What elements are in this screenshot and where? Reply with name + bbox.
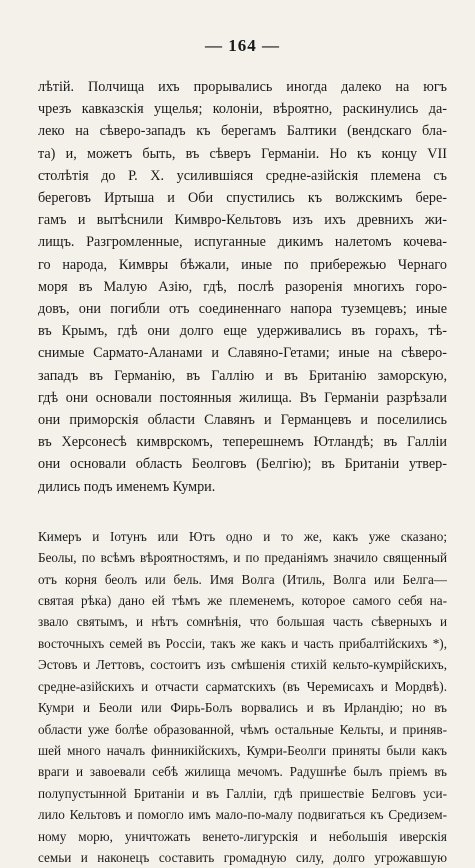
text-line: дились подъ именемъ Кумри. [38,478,216,495]
text-line: въ Херсонесѣ кимврскомъ, теперешнемъ Ютландѣ; въ Галліи [38,434,447,451]
text-line: лищъ. Разгромленные, испуганные дикимъ налетомъ кочева- [38,234,447,251]
text-line: столѣтія до Р. Х. усилившіяся средне-азійскія племена съ [38,167,447,184]
text-line: западъ въ Германію, въ Галлію и въ Британію заморскую, [38,367,447,384]
footnote-text-block [38,526,447,868]
text-line: гамъ и вытѣснили Кимвро-Кельтовъ изъ ихъ древнихъ жи- [38,212,447,229]
text-line: довъ, они погибли отъ соединеннаго напора туземцевъ; иные [38,301,447,318]
text-line: леко на сѣверо-западъ къ берегамъ Балтики (вендскаго бла- [38,123,447,140]
footnote-line: области уже болѣе образованной, чѣмъ остальные Кельты, и приняв- [38,721,447,737]
footnote-line: Кимеръ и Іотунъ или Ютъ одно и то же, какъ уже сказано; [38,528,447,544]
footnote-line: святая рѣка) дано ей тѣмъ же племенемъ, которое самого себя на- [38,593,447,609]
footnote-line: Эстовъ и Леттовъ, состоитъ изъ смѣшенія стихій кельто-кумрійскихъ, [38,657,447,673]
text-line: береговъ Иртыша и Оби спустились къ волжскимъ бере- [38,190,447,207]
footnote-line: шей много началъ финникійскихъ, Кумри-Беолги приняты были какъ [38,742,447,758]
footnote-line: отъ корня беолъ или бель. Имя Волга (Итиль, Волга или Белга— [38,571,447,587]
text-line: они приморскія области Славянъ и Германцевъ и поселились [38,412,447,429]
footnote-line: Беолы, по всѣмъ вѣроятностямъ, и по преданіямъ значило священный [38,550,447,566]
footnote-line: восточныхъ семей въ Россіи, такъ же какъ и часть прибалтійскихъ *), [38,635,447,651]
text-line: моря въ Малую Азію, гдѣ, послѣ разоренія многихъ горо- [38,278,447,295]
text-line: лѣтій. Полчища ихъ прорывались иногда далеко на югъ [38,79,447,95]
main-text-block [38,76,447,498]
footnote-line: средне-азійскихъ и отчасти сарматскихъ (въ Черемисахъ и Мордвѣ). [38,678,447,694]
text-line: гдѣ они основали постоянныя жилища. Въ Германіи разрѣзали [38,389,447,406]
footnote-line: лило Кельтовъ и помогло имъ мало-по-малу подвигаться къ Средизем- [38,807,447,823]
footnote-line: полупустынной Британіи и въ Галліи, гдѣ пришествіе Белговъ уси- [38,785,447,801]
footnote-line: Кумри и Беоли или Фирь-Болъ ворвались и въ Ирландію; но въ [38,700,447,716]
footnote-line: семьи и наконецъ составить громадную силу, долго угрожавшую [38,849,447,865]
footnote-line: звало святымъ, и нѣтъ сомнѣнія, что большая часть сѣверныхъ и [38,614,447,630]
text-line: снимые Сармато-Аланами и Славяно-Гетами; иные на сѣверо- [38,345,447,362]
text-line: го народа, Кимвры бѣжали, иные по прибережью Чернаго [38,256,447,273]
text-line: въ Крымъ, гдѣ они долго еще удерживались въ горахъ, тѣ- [38,323,447,340]
text-line: чрезъ кавказскія ущелья; колоніи, вѣроятно, раскинулись да- [38,101,447,118]
footnote-line: враги и завоевали себѣ жилища мечомъ. Радушнѣе былъ пріемъ въ [38,764,447,780]
page-number: — 164 — [205,36,280,55]
footnote-line: ному морю, уничтожать венето-лигурскія и небольшія иверскія [38,828,447,844]
text-line: та) и, можетъ быть, въ сѣверъ Германіи. Но къ концу VII [38,145,447,162]
text-line: они основали область Беолговъ (Белгію); въ Британіи утвер- [38,456,447,473]
